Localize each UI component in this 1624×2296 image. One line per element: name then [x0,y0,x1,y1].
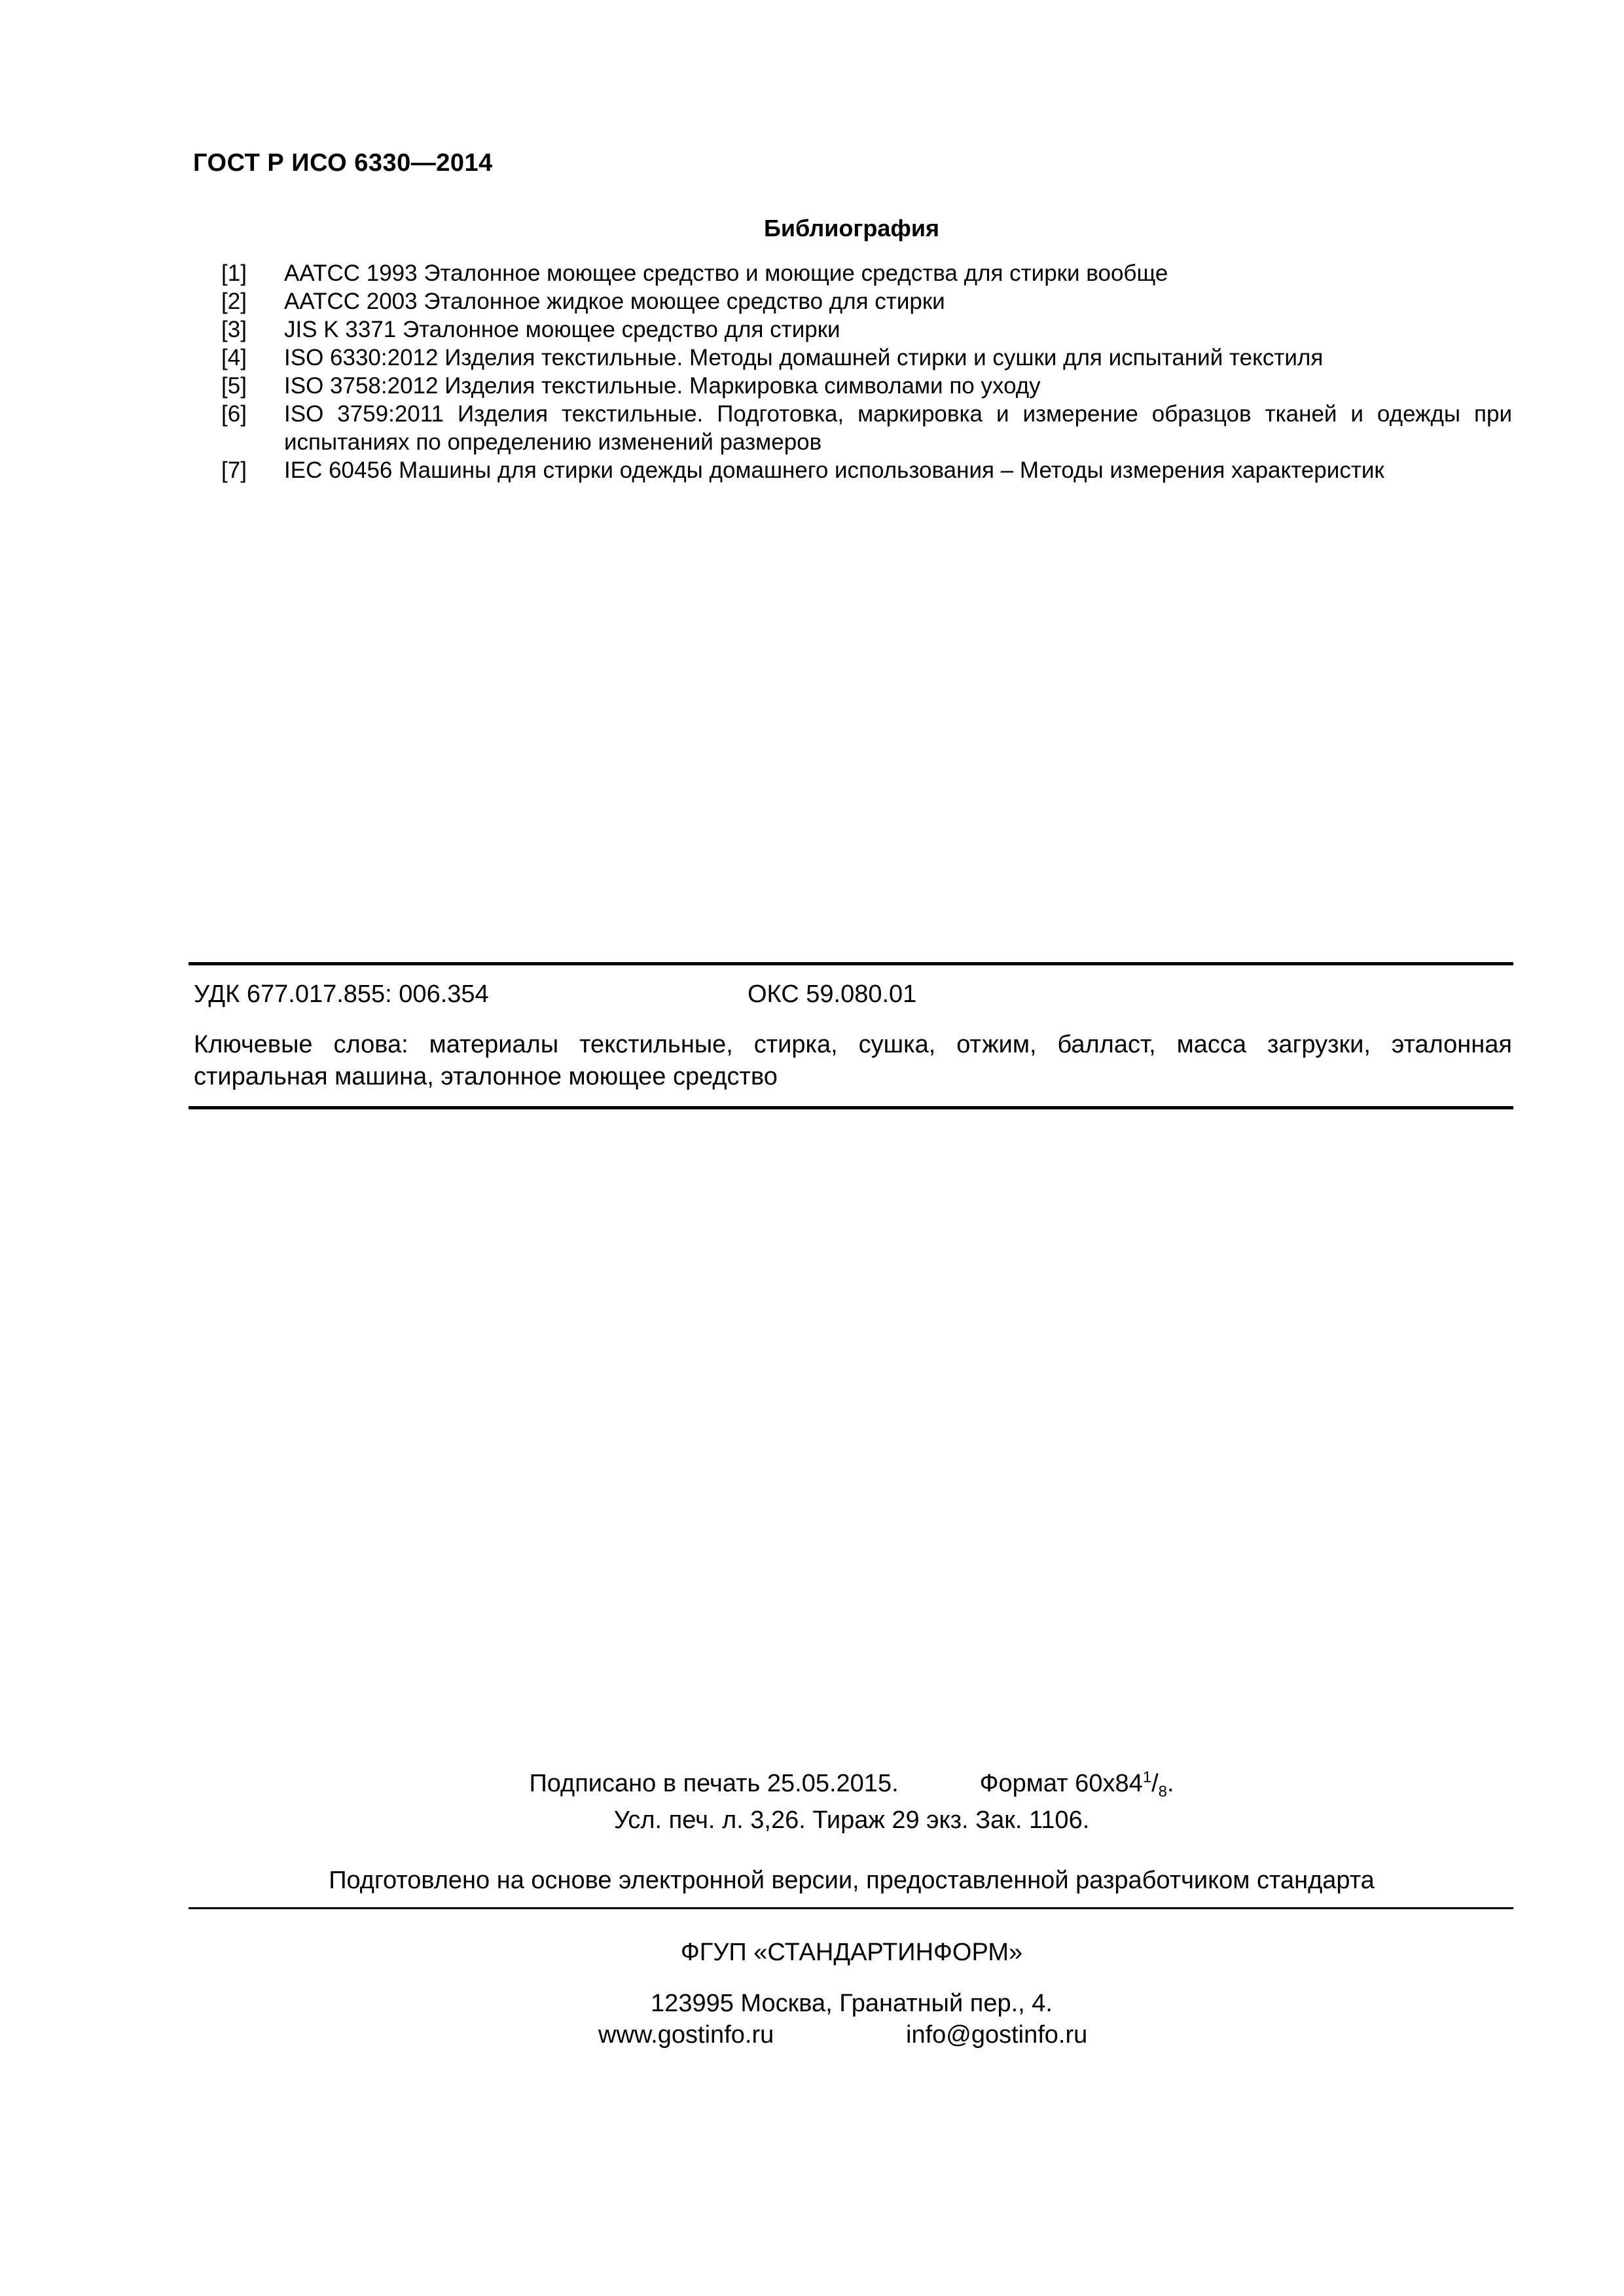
publisher-address: 123995 Москва, Гранатный пер., 4. [651,1990,1053,2017]
udk-code: УДК 677.017.855: 006.354 [194,980,489,1008]
bibliography-item-number: [6] [221,401,247,427]
bibliography-item [221,287,1512,315]
publisher-name: ФГУП «СТАНДАРТИНФОРМ» [680,1939,1023,1966]
bibliography-item-number: [7] [221,457,247,483]
bibliography-item-text: ISO 3758:2012 Изделия текстильные. Маркировка символами по уходу [284,373,1041,399]
bibliography-item [221,315,1512,344]
imprint-signed-line [0,1768,1624,1801]
signed-date: Подписано в печать 25.05.2015. [529,1770,899,1797]
bibliography-item-text: IEC 60456 Машины для стирки одежды домашнего использования – Методы измерения характеристик [284,457,1384,483]
bibliography-item [221,400,1512,456]
keywords: Ключевые слова: материалы текстильные, стирка, сушка, отжим, балласт, масса загрузки, эталонная стиральная машина, эталонное моющее средство [194,1031,1512,1090]
classification-top-rule [189,962,1513,965]
paper-format: Формат $60x84^1/_8$. [979,1768,1174,1801]
oks-code: ОКС 59.080.01 [748,980,917,1008]
bibliography-item-number: [2] [221,289,247,314]
bibliography-item-number: [3] [221,317,247,342]
bibliography-item-number: [4] [221,345,247,370]
document-code: ГОСТ Р ИСО 6330—2014 [193,149,493,177]
bibliography-item-text: ISO 6330:2012 Изделия текстильные. Методы домашней стирки и сушки для испытаний текстиля [284,345,1324,370]
bibliography-list [221,259,1512,484]
bibliography-item [221,456,1512,484]
bibliography-item [221,344,1512,372]
prepared-note: Подготовлено на основе электронной версии, предоставленной разработчиком стандарта [329,1867,1375,1894]
bibliography-item-text: AATCC 1993 Эталонное моющее средство и моющие средства для стирки вообще [284,260,1168,286]
bibliography-item [221,259,1512,287]
email-link[interactable]: info@gostinfo.ru [906,2021,1088,2049]
bibliography-item-text: ISO 3759:2011 Изделия текстильные. Подготовка, маркировка и измерение образцов тканей и одежды при испытаниях по определению изменений размеров [284,401,1512,455]
bibliography-item-number: [5] [221,373,247,399]
bibliography-title: Библиография [764,215,939,242]
classification-bottom-rule [189,1106,1513,1109]
bibliography-item [221,372,1512,400]
imprint-rule [189,1907,1513,1909]
bibliography-item-text: AATCC 2003 Эталонное жидкое моющее средство для стирки [284,289,945,314]
bibliography-item-number: [1] [221,260,247,286]
website-link[interactable]: www.gostinfo.ru [598,2021,774,2049]
print-info: Усл. печ. л. 3,26. Тираж 29 экз. Зак. 1106. [613,1806,1090,1834]
bibliography-item-text: JIS K 3371 Эталонное моющее средство для стирки [284,317,840,342]
